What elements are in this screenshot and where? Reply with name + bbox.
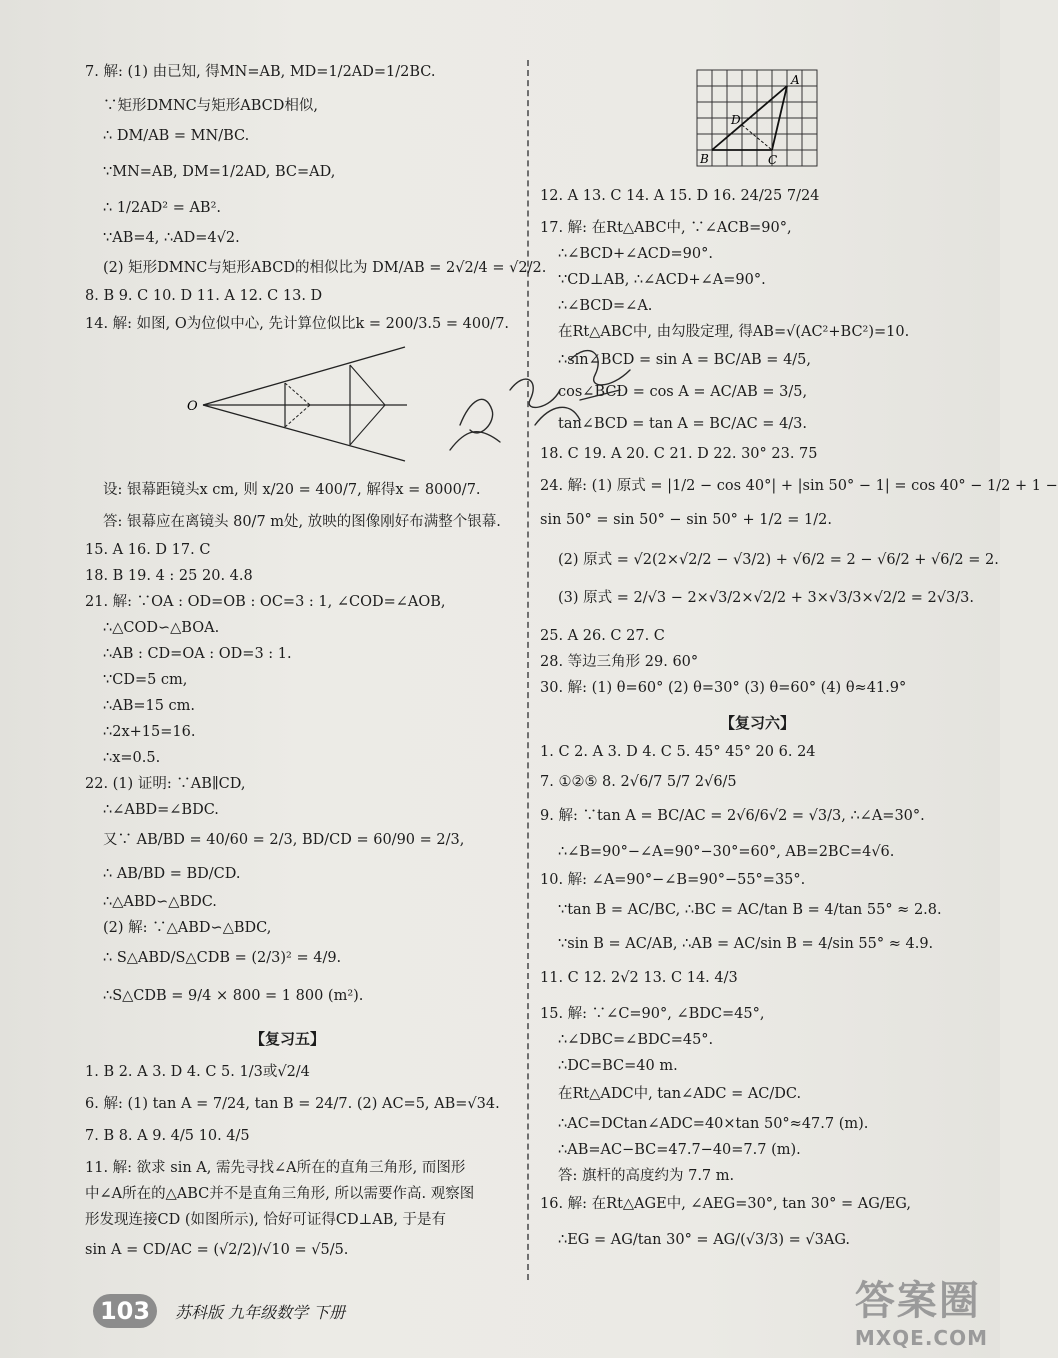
answer-line: 14. 解: 如图, O为位似中心, 先计算位似比k = 200/3.5 = 400/7. bbox=[85, 316, 510, 332]
answer-line: ∴sin∠BCD = sin A = BC/AB = 4/5, bbox=[558, 352, 812, 368]
answer-line: ∴AB=15 cm. bbox=[103, 698, 196, 714]
answer-line: 在Rt△ADC中, tan∠ADC = AC/DC. bbox=[558, 1086, 802, 1102]
answer-line: ∴AC=DCtan∠ADC=40×tan 50°≈47.7 (m). bbox=[558, 1116, 869, 1132]
answer-line: ∵CD=5 cm, bbox=[103, 672, 188, 688]
answer-line: sin A = CD/AC = (√2/2)/√10 = √5/5. bbox=[85, 1242, 349, 1258]
answer-line: ∴△ABD∽△BDC. bbox=[103, 894, 217, 910]
answer-line: ∵sin B = AC/AB, ∴AB = AC/sin B = 4/sin 55° ≈ 4.9. bbox=[558, 936, 934, 952]
answer-line: 7. 解: (1) 由已知, 得MN=AB, MD=1/2AD=1/2BC. bbox=[85, 64, 436, 80]
answer-line: 7. B 8. A 9. 4/5 10. 4/5 bbox=[85, 1128, 250, 1144]
watermark bbox=[855, 1269, 988, 1350]
answer-line: 1. B 2. A 3. D 4. C 5. 1/3或√2/4 bbox=[85, 1064, 310, 1080]
answer-line: (2) 解: ∵△ABD∽△BDC, bbox=[103, 920, 272, 936]
answer-line: ∴△COD∽△BOA. bbox=[103, 620, 220, 636]
section-heading-review-5: 【复习五】 bbox=[250, 1030, 326, 1048]
answer-line: 8. B 9. C 10. D 11. A 12. C 13. D bbox=[85, 288, 323, 304]
answer-line: ∴ 1/2AD² = AB². bbox=[103, 200, 221, 216]
answer-line: 15. A 16. D 17. C bbox=[85, 542, 211, 558]
answer-line: 22. (1) 证明: ∵AB∥CD, bbox=[85, 776, 246, 792]
answer-line: ∵tan B = AC/BC, ∴BC = AC/tan B = 4/tan 55° ≈ 2.8. bbox=[558, 902, 942, 918]
answer-line: ∴∠BCD=∠A. bbox=[558, 298, 653, 314]
column-divider bbox=[527, 60, 529, 1280]
answer-line: sin 50° = sin 50° − sin 50° + 1/2 = 1/2. bbox=[540, 512, 832, 528]
answer-line: 18. B 19. 4 : 25 20. 4.8 bbox=[85, 568, 253, 584]
grid-label-d: D bbox=[731, 113, 741, 127]
answer-line: 25. A 26. C 27. C bbox=[540, 628, 665, 644]
answer-line: 11. C 12. 2√2 13. C 14. 4/3 bbox=[540, 970, 738, 986]
projection-figure bbox=[185, 343, 415, 463]
answer-line: ∴2x+15=16. bbox=[103, 724, 196, 740]
answer-line: ∴ AB/BD = BD/CD. bbox=[103, 866, 241, 882]
answer-line: ∴x=0.5. bbox=[103, 750, 161, 766]
answer-line: ∴AB=AC−BC=47.7−40=7.7 (m). bbox=[558, 1142, 801, 1158]
answer-line: ∴∠DBC=∠BDC=45°. bbox=[558, 1032, 714, 1048]
answer-line: ∴∠ABD=∠BDC. bbox=[103, 802, 219, 818]
answer-line: 6. 解: (1) tan A = 7/24, tan B = 24/7. (2) AC=5, AB=√34. bbox=[85, 1096, 500, 1112]
footer-book-title: 苏科版 九年级数学 下册 bbox=[175, 1303, 346, 1322]
answer-line: 答: 银幕应在离镜头 80/7 m处, 放映的图像刚好布满整个银幕. bbox=[103, 514, 501, 530]
answer-line: 21. 解: ∵OA : OD=OB : OC=3 : 1, ∠COD=∠AOB, bbox=[85, 594, 446, 610]
answer-line: (3) 原式 = 2/√3 − 2×√3/2×√2/2 + 3×√3/3×√2/2 = 2√3/3. bbox=[558, 590, 974, 606]
answer-line: 15. 解: ∵∠C=90°, ∠BDC=45°, bbox=[540, 1006, 765, 1022]
figure-label-o: O bbox=[187, 399, 198, 414]
answer-line: tan∠BCD = tan A = BC/AC = 4/3. bbox=[558, 416, 808, 432]
answer-line: ∵矩形DMNC与矩形ABCD相似, bbox=[103, 98, 318, 114]
grid-label-a: A bbox=[791, 73, 800, 87]
answer-line: 30. 解: (1) θ=60° (2) θ=30° (3) θ=60° (4) θ≈41.9° bbox=[540, 680, 907, 696]
answer-line: 18. C 19. A 20. C 21. D 22. 30° 23. 75 bbox=[540, 446, 818, 462]
answer-line: ∴DC=BC=40 m. bbox=[558, 1058, 678, 1074]
answer-line: 1. C 2. A 3. D 4. C 5. 45° 45° 20 6. 24 bbox=[540, 744, 816, 760]
answer-line: ∴EG = AG/tan 30° = AG/(√3/3) = √3AG. bbox=[558, 1232, 850, 1248]
answer-line: ∵MN=AB, DM=1/2AD, BC=AD, bbox=[103, 164, 336, 180]
answer-line: 12. A 13. C 14. A 15. D 16. 24/25 7/24 bbox=[540, 188, 820, 204]
watermark-url: MXQE.COM bbox=[854, 1326, 988, 1350]
answer-line: ∴∠BCD+∠ACD=90°. bbox=[558, 246, 713, 262]
grid-triangle-figure bbox=[695, 68, 825, 180]
answer-line: 16. 解: 在Rt△AGE中, ∠AEG=30°, tan 30° = AG/EG, bbox=[540, 1196, 911, 1212]
answer-line: 形发现连接CD (如图所示), 恰好可证得CD⊥AB, 于是有 bbox=[85, 1212, 447, 1228]
answer-line: ∴AB : CD=OA : OD=3 : 1. bbox=[103, 646, 292, 662]
answer-line: 7. ①②⑤ 8. 2√6/7 5/7 2√6/5 bbox=[540, 774, 737, 790]
answer-line: ∴S△CDB = 9/4 × 800 = 1 800 (m²). bbox=[103, 988, 364, 1004]
answer-line: ∵CD⊥AB, ∴∠ACD+∠A=90°. bbox=[558, 272, 766, 288]
answer-line: cos∠BCD = cos A = AC/AB = 3/5, bbox=[558, 384, 808, 400]
answer-line: 中∠A所在的△ABC并不是直角三角形, 所以需要作高. 观察图 bbox=[85, 1186, 475, 1202]
grid-label-c: C bbox=[768, 153, 778, 167]
answer-line: ∴∠B=90°−∠A=90°−30°=60°, AB=2BC=4√6. bbox=[558, 844, 895, 860]
page-footer bbox=[85, 1292, 965, 1336]
answer-line: 10. 解: ∠A=90°−∠B=90°−55°=35°. bbox=[540, 872, 806, 888]
answer-line: 11. 解: 欲求 sin A, 需先寻找∠A所在的直角三角形, 而图形 bbox=[85, 1160, 466, 1176]
answer-line: 24. 解: (1) 原式 = |1/2 − cos 40°| + |sin 50° − 1| = cos 40° − 1/2 + 1 − bbox=[540, 478, 1058, 494]
answer-line: 设: 银幕距镜头x cm, 则 x/20 = 400/7, 解得x = 8000/7. bbox=[103, 482, 481, 498]
handwriting-scribble bbox=[430, 330, 650, 460]
answer-line: ∴ S△ABD/S△CDB = (2/3)² = 4/9. bbox=[103, 950, 342, 966]
answer-line: 9. 解: ∵tan A = BC/AC = 2√6/6√2 = √3/3, ∴∠A=30°. bbox=[540, 808, 925, 824]
answer-line: 28. 等边三角形 29. 60° bbox=[540, 654, 699, 670]
answer-line: 又∵ AB/BD = 40/60 = 2/3, BD/CD = 60/90 = 2/3, bbox=[103, 832, 465, 848]
answer-line: (2) 原式 = √2(2×√2/2 − √3/2) + √6/2 = 2 − √6/2 + √6/2 = 2. bbox=[558, 552, 999, 568]
page-number: 103 bbox=[93, 1294, 157, 1328]
answer-line: ∵AB=4, ∴AD=4√2. bbox=[103, 230, 240, 246]
answer-line: (2) 矩形DMNC与矩形ABCD的相似比为 DM/AB = 2√2/4 = √2/2. bbox=[103, 260, 547, 276]
answer-line: 答: 旗杆的高度约为 7.7 m. bbox=[558, 1168, 735, 1184]
answer-line: ∴ DM/AB = MN/BC. bbox=[103, 128, 250, 144]
answer-line: 17. 解: 在Rt△ABC中, ∵∠ACB=90°, bbox=[540, 220, 792, 236]
watermark-logo-text: 答案圈 bbox=[854, 1278, 981, 1324]
answer-line: 在Rt△ABC中, 由勾股定理, 得AB=√(AC²+BC²)=10. bbox=[558, 324, 910, 340]
grid-label-b: B bbox=[700, 152, 709, 166]
section-heading-review-6: 【复习六】 bbox=[720, 714, 796, 732]
